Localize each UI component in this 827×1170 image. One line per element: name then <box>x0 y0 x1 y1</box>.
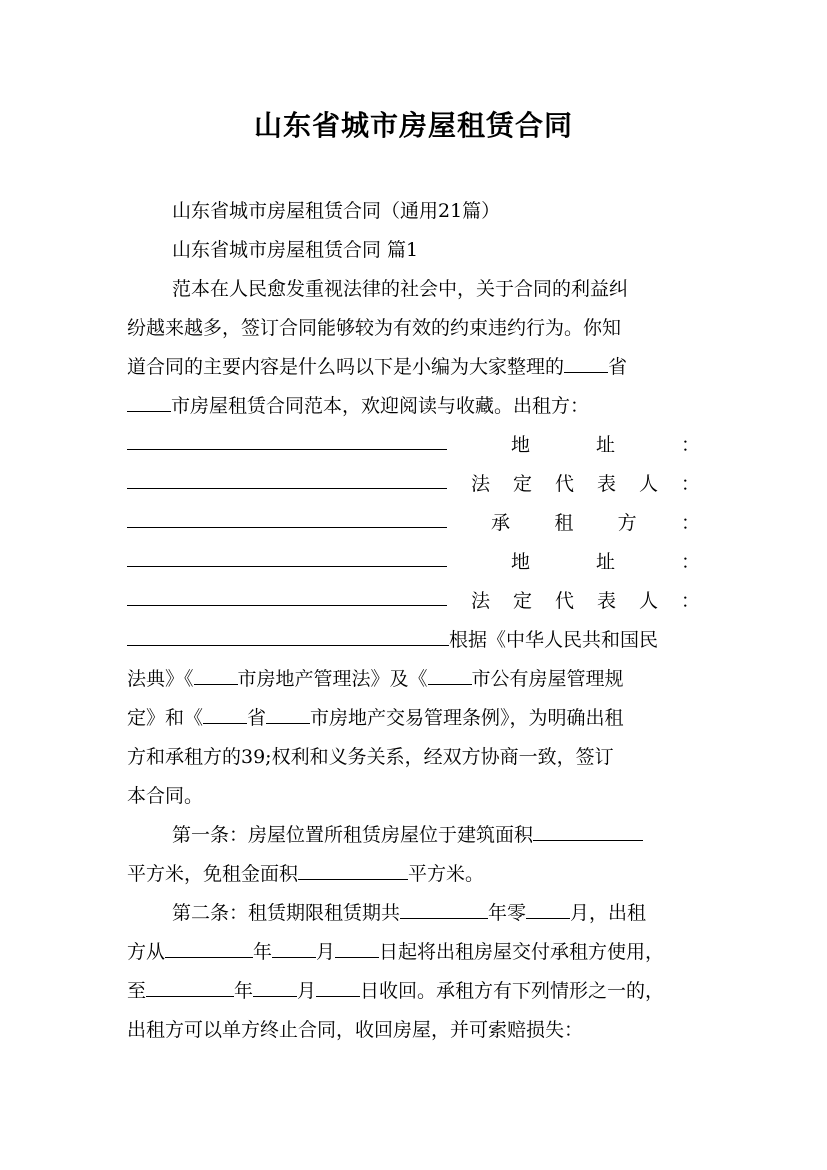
fill-blank <box>428 668 472 685</box>
fill-blank <box>146 980 234 997</box>
field-row-lessee: 承 租 方 ： <box>127 511 700 535</box>
fill-blank <box>127 550 447 567</box>
text-line: 第一条：房屋位置所租赁房屋位于建筑面积 <box>172 823 700 847</box>
fill-blank <box>127 629 449 646</box>
text-line: 根据《中华人民共和国民 <box>127 628 700 652</box>
fill-blank <box>194 668 238 685</box>
fill-blank <box>127 511 447 528</box>
fill-blank <box>316 980 360 997</box>
fill-blank <box>526 902 570 919</box>
field-row-address: 地 址 ： <box>127 550 700 574</box>
fill-blank <box>203 707 247 724</box>
fill-blank <box>165 941 253 958</box>
fill-blank <box>127 433 447 450</box>
fill-blank <box>272 941 316 958</box>
field-row-address: 地 址 ： <box>127 433 700 457</box>
fill-blank <box>253 980 297 997</box>
text-line: 至 年 月 日收回。承租方有下列情形之一的， <box>127 980 665 1002</box>
field-row-legal-rep: 法 定 代 表 人 ： <box>127 589 700 613</box>
text-line: 市房屋租赁合同范本，欢迎阅读与收藏。出租方： <box>127 394 700 418</box>
text-line: 纷越来越多，签订合同能够较为有效的约束违约行为。你知 <box>127 317 622 339</box>
section-heading: 山东省城市房屋租赁合同 篇1 <box>172 239 419 261</box>
text-line: 平方米，免租金面积 平方米。 <box>127 863 485 885</box>
fill-blank <box>400 902 488 919</box>
fill-blank <box>335 941 379 958</box>
fill-blank <box>127 472 447 489</box>
text-line: 方从 年 月 日起将出租房屋交付承租方使用， <box>127 941 665 963</box>
text-line: 道合同的主要内容是什么吗以下是小编为大家整理的 省 <box>127 356 628 378</box>
fill-blank <box>564 356 608 373</box>
text-line: 法典》《 市房地产管理法》及《 市公有房屋管理规 <box>127 668 624 690</box>
text-line: 出租方可以单方终止合同，收回房屋，并可索赔损失： <box>127 1019 584 1041</box>
text-line: 范本在人民愈发重视法律的社会中，关于合同的利益纠 <box>172 278 629 300</box>
fill-blank <box>533 824 643 841</box>
fill-blank <box>127 589 447 606</box>
text-line: 第二条：租赁期限租赁期共 年零 月，出租 <box>172 902 647 924</box>
fill-blank <box>127 395 171 412</box>
text-line: 定》和《 省 市房地产交易管理条例》，为明确出租 <box>127 707 624 729</box>
fill-blank <box>298 863 408 880</box>
text-line: 本合同。 <box>127 785 204 807</box>
document-title: 山东省城市房屋租赁合同 <box>253 109 573 142</box>
field-row-legal-rep: 法 定 代 表 人 ： <box>127 472 700 496</box>
text-line: 方和承租方的39;权利和义务关系，经双方协商一致，签订 <box>127 746 614 768</box>
fill-blank <box>266 707 310 724</box>
subtitle: 山东省城市房屋租赁合同（通用21篇） <box>172 200 501 222</box>
